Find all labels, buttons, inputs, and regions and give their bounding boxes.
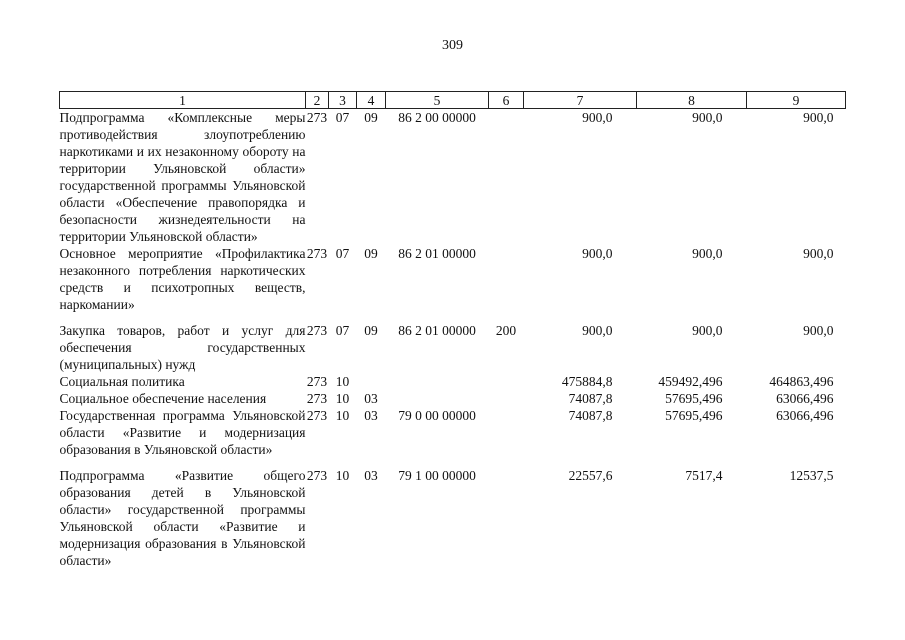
row-name: Основное мероприятие «Профилактика незаконного потребления наркотических средств и психотропных веществ, наркомании» [59, 246, 306, 312]
table-row [60, 407, 846, 458]
column-header: 2 [306, 92, 329, 109]
table-row [60, 313, 846, 373]
row-target [386, 373, 489, 390]
row-value-3: 464863,496 [769, 374, 834, 389]
row-subsection: 09 [364, 246, 378, 261]
row-value-3: 900,0 [803, 323, 834, 338]
row-name: Социальное обеспечение населения [59, 391, 267, 406]
column-number-header [60, 92, 846, 109]
row-type: 200 [495, 323, 517, 338]
column-header: 6 [489, 92, 524, 109]
row-section: 10 [335, 374, 350, 389]
row-value-1: 900,0 [582, 110, 613, 125]
row-subsection: 03 [364, 408, 378, 423]
column-header: 7 [524, 92, 637, 109]
row-name: Подпрограмма «Развитие общего образования детей в Ульяновской области» государственной программы Ульяновской области «Развитие и модернизация образования в Ульяновской области» [59, 468, 306, 568]
table-row [60, 109, 846, 246]
row-name: Государственная программа Ульяновской области «Развитие и модернизация образования в Ульяновской области» [59, 408, 306, 457]
row-code: 273 [306, 246, 328, 261]
row-code: 273 [306, 468, 328, 483]
row-value-3: 63066,496 [776, 391, 834, 406]
row-target: 86 2 01 00000 [398, 246, 476, 261]
row-type [489, 245, 524, 313]
row-code: 273 [306, 374, 328, 389]
row-type [489, 390, 524, 407]
row-value-3: 900,0 [803, 110, 834, 125]
row-value-1: 74087,8 [568, 408, 613, 423]
row-type [489, 407, 524, 458]
row-value-3: 12537,5 [789, 468, 834, 483]
row-subsection: 09 [364, 110, 378, 125]
row-subsection: 03 [364, 468, 378, 483]
row-target [386, 390, 489, 407]
row-value-3: 63066,496 [776, 408, 834, 423]
table-row [60, 373, 846, 390]
row-code: 273 [306, 408, 328, 423]
column-header: 3 [329, 92, 357, 109]
row-name: Подпрограмма «Комплексные меры противодействия злоупотреблению наркотиками и их незаконному обороту на территории Ульяновской области» государственной программы Ульяновской области «Обеспечение правопорядка и безопасности жизнедеятельности на территории Ульяновской области» [59, 110, 306, 244]
row-name: Социальная политика [59, 374, 185, 389]
row-value-2: 900,0 [692, 110, 723, 125]
budget-table [59, 91, 846, 569]
row-section: 10 [335, 408, 350, 423]
page-number: 309 [442, 38, 463, 53]
column-header: 8 [637, 92, 747, 109]
row-target: 86 2 01 00000 [398, 323, 476, 338]
row-value-1: 900,0 [582, 323, 613, 338]
row-subsection: 09 [364, 323, 378, 338]
row-subsection [357, 373, 386, 390]
row-code: 273 [306, 110, 328, 125]
row-value-1: 475884,8 [561, 374, 613, 389]
row-target: 86 2 00 00000 [398, 110, 476, 125]
row-value-2: 900,0 [692, 246, 723, 261]
row-value-1: 74087,8 [568, 391, 613, 406]
row-value-1: 22557,6 [568, 468, 613, 483]
row-type [489, 373, 524, 390]
row-value-2: 459492,496 [658, 374, 723, 389]
row-section: 10 [335, 468, 350, 483]
row-target: 79 0 00 00000 [398, 408, 476, 423]
row-code: 273 [306, 391, 328, 406]
row-value-2: 7517,4 [685, 468, 723, 483]
table-row [60, 390, 846, 407]
row-section: 07 [335, 323, 350, 338]
row-section: 07 [335, 246, 350, 261]
row-value-2: 57695,496 [665, 391, 723, 406]
row-target: 79 1 00 00000 [398, 468, 476, 483]
column-header: 1 [60, 92, 306, 109]
column-header: 4 [357, 92, 386, 109]
row-value-3: 900,0 [803, 246, 834, 261]
row-name: Закупка товаров, работ и услуг для обеспечения государственных (муниципальных) нужд [59, 323, 306, 372]
row-section: 07 [335, 110, 350, 125]
row-section: 10 [335, 391, 350, 406]
column-header: 5 [386, 92, 489, 109]
row-code: 273 [306, 323, 328, 338]
row-value-1: 900,0 [582, 246, 613, 261]
table-row [60, 458, 846, 569]
row-value-2: 900,0 [692, 323, 723, 338]
row-value-2: 57695,496 [665, 408, 723, 423]
table-row [60, 245, 846, 313]
row-type [489, 109, 524, 246]
column-header: 9 [747, 92, 846, 109]
row-type [489, 458, 524, 569]
row-subsection: 03 [364, 391, 378, 406]
